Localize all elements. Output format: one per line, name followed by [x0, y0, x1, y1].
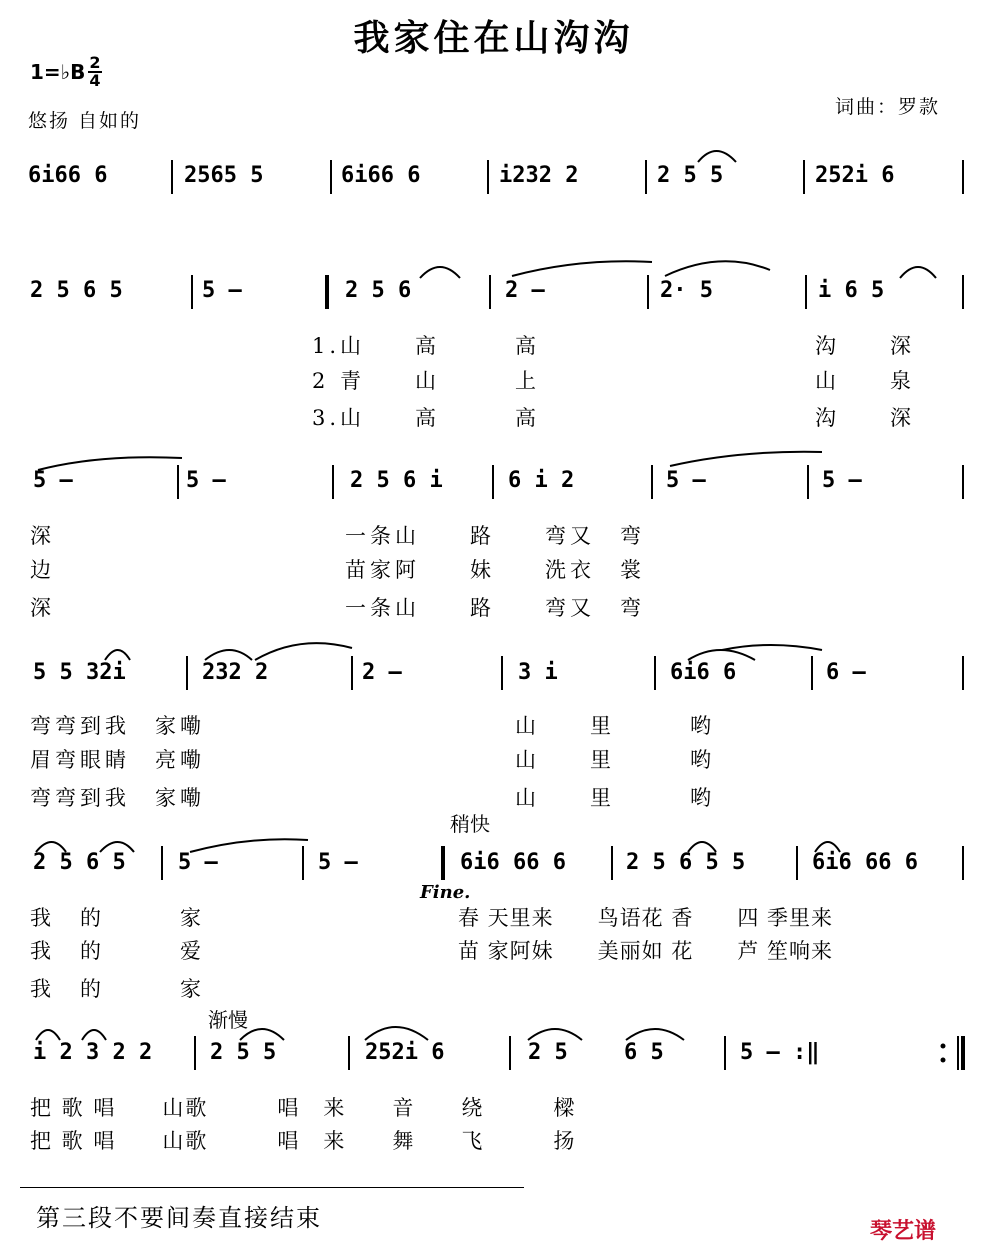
measure: 2 5 5 [210, 1040, 277, 1065]
slur [688, 650, 755, 660]
lyric-line: 把 歌 唱 山歌 唱 来 音 绕 樑 [30, 1096, 577, 1120]
lyric-line: 眉弯眼睛 亮嘞 [30, 748, 205, 772]
measure: 5 – [33, 468, 73, 493]
lyric-line: 我 的 爱 [30, 939, 205, 963]
slur [36, 842, 66, 852]
measure: 6 i 2 [508, 468, 575, 493]
credit: 词曲：罗款 [835, 96, 941, 118]
footer-note: 第三段不要间奏直接结束 [36, 1204, 322, 1232]
measure: 2· 5 [660, 278, 713, 303]
slur [82, 1030, 106, 1040]
tempo-marking: 悠扬 自如的 [28, 110, 142, 132]
tempo-slower: 渐慢 [208, 1008, 248, 1032]
slur [722, 645, 822, 650]
measure: 5 – [202, 278, 242, 303]
slur [670, 452, 822, 466]
measure: 2 – [362, 660, 402, 685]
slur [512, 261, 652, 276]
slur [665, 261, 770, 276]
lyric-line: 弯弯到我 家嘞 [30, 714, 205, 738]
lyric-line: 边 [30, 558, 55, 582]
measure: 5 – :‖ [740, 1040, 820, 1065]
slur [240, 1029, 284, 1040]
slur [528, 1029, 582, 1040]
measure: 252i 6 [365, 1040, 445, 1065]
slur [205, 650, 252, 660]
slur [36, 1030, 60, 1040]
slur [100, 842, 134, 852]
measure: 2 – [505, 278, 545, 303]
lyric-line: 一条山 路 弯又 弯 [345, 524, 645, 548]
measure: 6i6 6 [670, 660, 737, 685]
measure: 6 5 [624, 1040, 664, 1065]
footer-rule [20, 1187, 524, 1188]
slur [105, 650, 130, 660]
measure: 2 5 5 [657, 163, 724, 188]
lyric-line: 山 里 哟 [515, 714, 715, 738]
tempo-faster: 稍快 [450, 812, 490, 836]
lyric-line: 山 里 哟 [515, 748, 715, 772]
fine-mark: Fine. [420, 882, 471, 903]
lyric-line: 我 的 家 [30, 977, 205, 1001]
measure: 5 – [186, 468, 226, 493]
lyric-line: 把 歌 唱 山歌 唱 来 舞 飞 扬 [30, 1129, 577, 1153]
lyric-line: 山 里 哟 [515, 786, 715, 810]
measure: 6i6 66 6 [460, 850, 566, 875]
lyric-line: 深 [30, 596, 55, 620]
watermark-logo: 琴艺谱 [870, 1219, 937, 1244]
measure: 5 – [178, 850, 218, 875]
measure: 2565 5 [184, 163, 264, 188]
slur [420, 267, 460, 278]
measure: 5 – [666, 468, 706, 493]
slur [365, 1027, 428, 1040]
measure: i232 2 [499, 163, 579, 188]
slur [255, 643, 352, 660]
slur [815, 842, 840, 852]
lyric-line: 1.山 高 高 [312, 334, 541, 358]
measure: 2 5 6 5 [30, 278, 123, 303]
repeat-dot [941, 1058, 946, 1063]
measure: 2 5 6 5 [33, 850, 126, 875]
slur [38, 457, 182, 470]
time-sig-bottom: 4 [89, 71, 101, 90]
lyric-line: 春 天里来 鸟语花 香 四 季里来 [458, 906, 834, 930]
lyric-line: 沟 深 [815, 334, 915, 358]
measure: 2 5 6 i [350, 468, 443, 493]
measure: 2 5 [528, 1040, 568, 1065]
measure: 6i66 6 [28, 163, 108, 188]
measure: 3 i [518, 660, 558, 685]
slur [688, 842, 716, 852]
measure: 6i6 66 6 [812, 850, 918, 875]
measure: i 6 5 [818, 278, 885, 303]
slur [900, 267, 936, 278]
slur [626, 1029, 684, 1040]
slur [190, 839, 308, 852]
measure: 6 – [826, 660, 866, 685]
song-title: 我家住在山沟沟 [353, 17, 634, 59]
measure: 252i 6 [815, 163, 895, 188]
measure: 6i66 6 [341, 163, 421, 188]
time-sig-top: 2 [89, 53, 101, 72]
measure: 2 5 6 5 5 [626, 850, 746, 875]
lyric-line: 苗 家阿妹 美丽如 花 芦 笙响来 [458, 939, 834, 963]
lyric-line: 3.山 高 高 [312, 406, 541, 430]
measure: 5 5 32i [33, 660, 126, 685]
lyric-line: 弯弯到我 家嘞 [30, 786, 205, 810]
lyric-line: 深 [30, 524, 55, 548]
key-signature: 1=♭B [30, 60, 86, 84]
measure: 5 – [318, 850, 358, 875]
lyric-line: 2 青 山 上 [312, 369, 541, 393]
measure: 2 5 6 [345, 278, 412, 303]
measure: i 2 3 2 2 [33, 1040, 153, 1065]
measure: 5 – [822, 468, 862, 493]
lyric-line: 沟 深 [815, 406, 915, 430]
lyric-line: 苗家阿 妹 洗衣 裳 [345, 558, 645, 582]
lyric-line: 我 的 家 [30, 906, 205, 930]
lyric-line: 一条山 路 弯又 弯 [345, 596, 645, 620]
measure: 232 2 [202, 660, 269, 685]
lyric-line: 山 泉 [815, 369, 915, 393]
slur [698, 151, 736, 162]
repeat-dot [941, 1044, 946, 1049]
